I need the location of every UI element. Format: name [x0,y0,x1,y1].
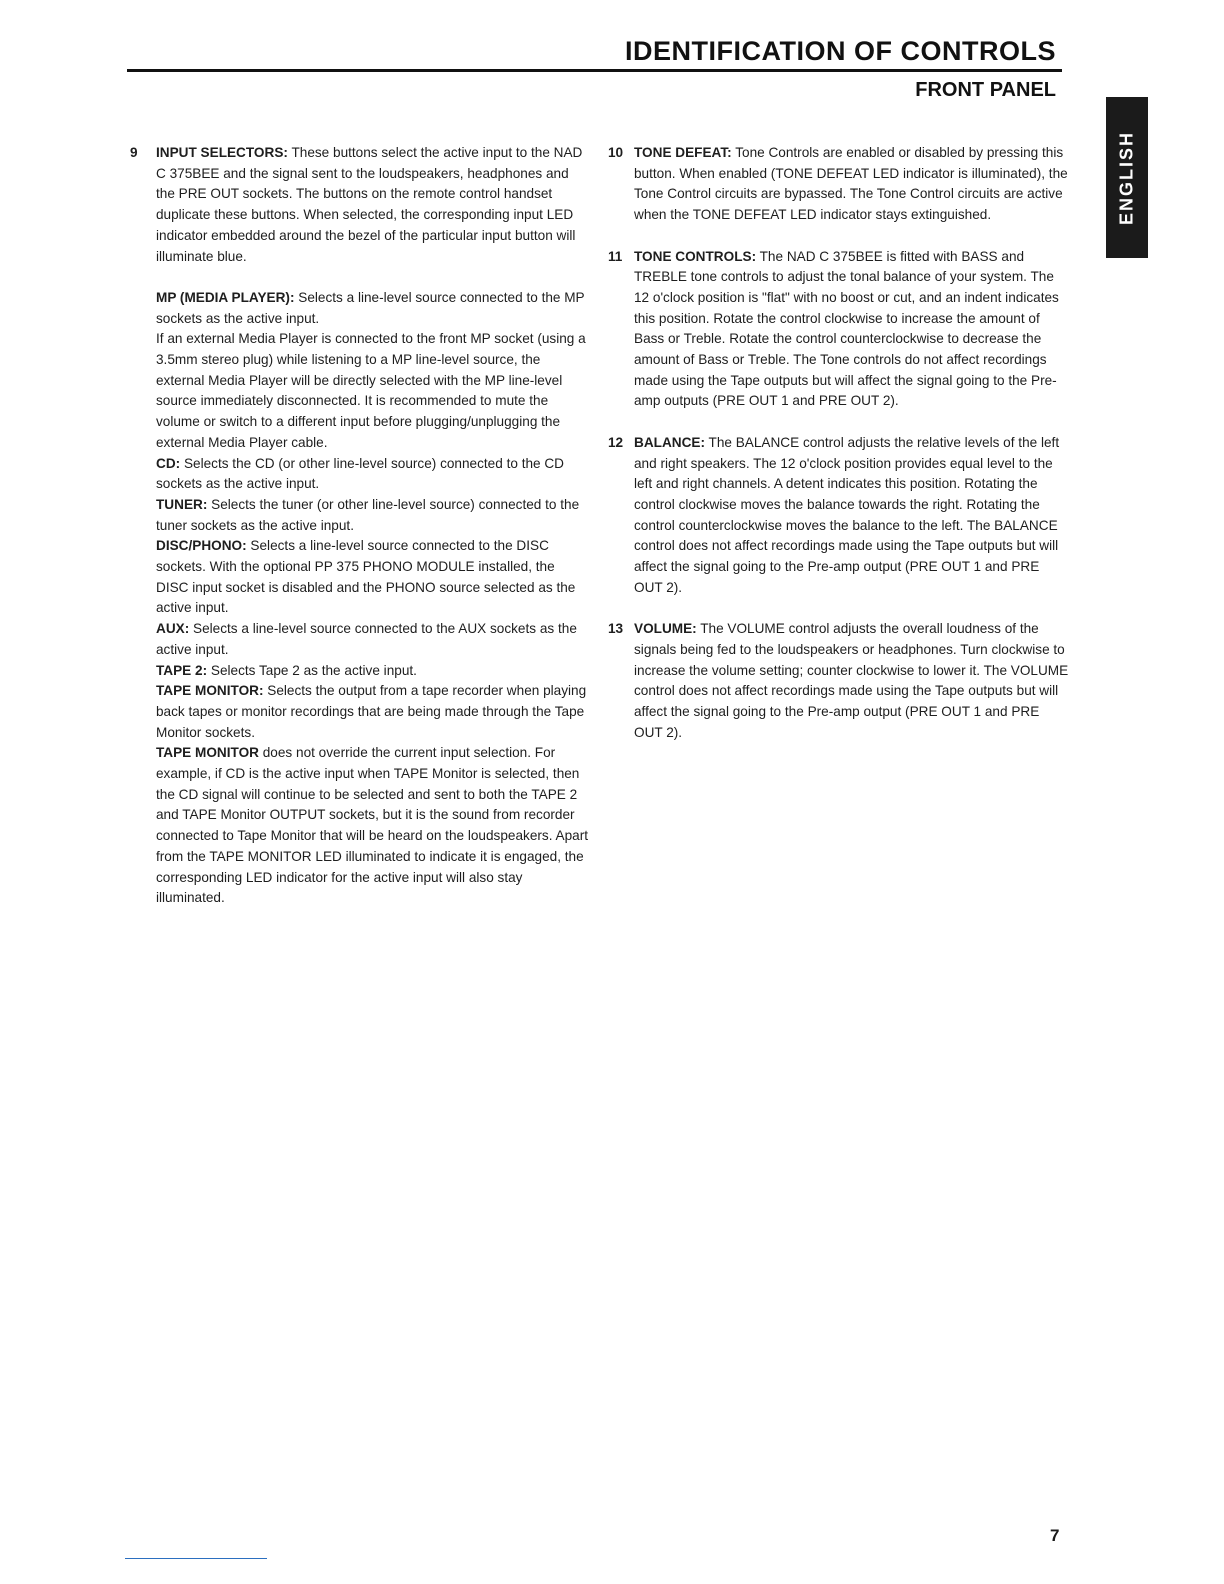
item-text: These buttons select the active input to the NAD C 375BEE and the signal sent to the loudspeakers, headphones and the PRE OUT sockets. The buttons on the remote control handset duplicate these buttons. When selected, the corresponding input LED indicator embedded around the bezel of the particular input button will illuminate blue. [156,145,583,264]
item-input-selectors [130,143,590,267]
subitem-aux [156,619,590,660]
item-text: The NAD C 375BEE is fitted with BASS and TREBLE tone controls to adjust the tonal balance of your system. The 12 o'clock position is "flat" with no boost or cut, and an indent indicates this position. Rotate the control clockwise to increase the amount of Bass or Treble. Rotate the control counterclockwise to decrease the amount of Bass or Treble. The Tone controls do not affect recordings made using the Tape outputs but will affect the signal going to the Pre-amp outputs (PRE OUT 1 and PRE OUT 2). [634,248,1059,409]
item-heading: VOLUME: [634,621,697,637]
subitem-heading: TUNER: [156,496,208,512]
subitem-text: Selects a line-level source connected to the MP sockets as the active input. [156,289,585,326]
subitem-group [130,288,590,909]
subitem-heading: AUX: [156,621,190,637]
item-heading: BALANCE: [634,434,705,450]
subitem-disc-phono [156,536,590,619]
subitem-tape2 [156,661,590,682]
subitem-mp-note: If an external Media Player is connected to the front MP socket (using a 3.5mm stereo plug) while listening to a MP line-level source, the external Media Player will be directly selected with the MP line-level source immediately disconnected. It is recommended to mute the volume or switch to a different input before plugging/unplugging the external Media Player cable. [156,331,586,450]
subitem-heading: TAPE 2: [156,662,208,678]
item-text: The VOLUME control adjusts the overall loudness of the signals being fed to the loudspeakers or headphones. Turn clockwise to increase the volume setting; counter clockwise to lower it. The VOLUME control does not affect recordings made using the Tape outputs but will affect the signal going to the Pre-amp output (PRE OUT 1 and PRE OUT 2). [634,621,1069,740]
subitem-heading: TAPE MONITOR [156,745,259,761]
item-tone-controls [608,247,1070,413]
page-number: 7 [1050,1526,1060,1545]
subitem-cd [156,454,590,495]
item-number: 10 [608,145,624,160]
subitem-text: does not override the current input selection. For example, if CD is the active input when TAPE Monitor is selected, then the CD signal will continue to be selected and sent to both the TAPE 2 and TAPE Monitor OUTPUT sockets, but it is the sound from recorder connected to Tape Monitor that will be heard on the loudspeakers. Apart from the TAPE MONITOR LED illuminated to indicate it is engaged, the corresponding LED indicator for the active input will also stay illuminated. [156,745,589,906]
subitem-text: Selects the output from a tape recorder when playing back tapes or monitor recordings that are being made through the Tape Monitor sockets. [156,683,587,740]
item-heading: INPUT SELECTORS: [156,145,288,160]
subitem-text: Selects the tuner (or other line-level source) connected to the tuner sockets as the active input. [156,496,580,533]
item-text: Tone Controls are enabled or disabled by pressing this button. When enabled (TONE DEFEAT LED indicator is illuminated), the Tone Control circuits are bypassed. The Tone Control circuits are active when the TONE DEFEAT LED indicator stays extinguished. [634,145,1068,223]
subitem-tape-monitor-note [156,743,590,909]
subitem-text: Selects Tape 2 as the active input. [210,662,417,678]
left-column [130,143,590,909]
subitem-heading: CD: [156,455,181,471]
right-column [608,143,1070,764]
item-volume [608,619,1070,743]
item-number: 12 [608,434,624,450]
item-text: The BALANCE control adjusts the relative levels of the left and right speakers. The 12 o'clock position provides equal level to the left and right channels. A detent indicates this position. Rotating the control clockwise moves the balance towards the right. Rotating the control counterclockwise moves the balance to the left. The BALANCE control does not affect recordings made using the Tape outputs but will affect the signal going to the Pre-amp output (PRE OUT 1 and PRE OUT 2). [634,434,1060,595]
language-tab [1106,97,1148,258]
subitem-heading: DISC/PHONO: [156,538,247,554]
subitem-text: Selects a line-level source connected to the DISC sockets. With the optional PP 375 PHONO MODULE installed, the DISC input socket is disabled and the PHONO source selected as the active input. [156,538,576,616]
item-tone-defeat [608,143,1070,226]
subitem-heading: TAPE MONITOR: [156,683,264,699]
section-subtitle: FRONT PANEL [915,79,1056,101]
item-number: 9 [130,145,138,160]
header-rule [127,69,1062,72]
subitem-tape-monitor [156,681,590,743]
subitem-text: Selects the CD (or other line-level source) connected to the CD sockets as the active input. [156,455,565,492]
item-number: 11 [608,248,623,264]
item-heading: TONE DEFEAT: [634,145,732,160]
item-balance [608,433,1070,599]
page-title: IDENTIFICATION OF CONTROLS [625,36,1056,66]
spacer [130,267,590,288]
footer-rule [125,1558,267,1559]
subitem-text: Selects a line-level source connected to the AUX sockets as the active input. [156,621,577,657]
subitem-tuner [156,495,590,536]
subitem-heading: MP (MEDIA PLAYER): [156,289,295,305]
subitem-mp [156,288,590,329]
item-number: 13 [608,621,624,637]
item-heading: TONE CONTROLS: [634,248,757,264]
language-tab-label: ENGLISH [1116,130,1137,225]
